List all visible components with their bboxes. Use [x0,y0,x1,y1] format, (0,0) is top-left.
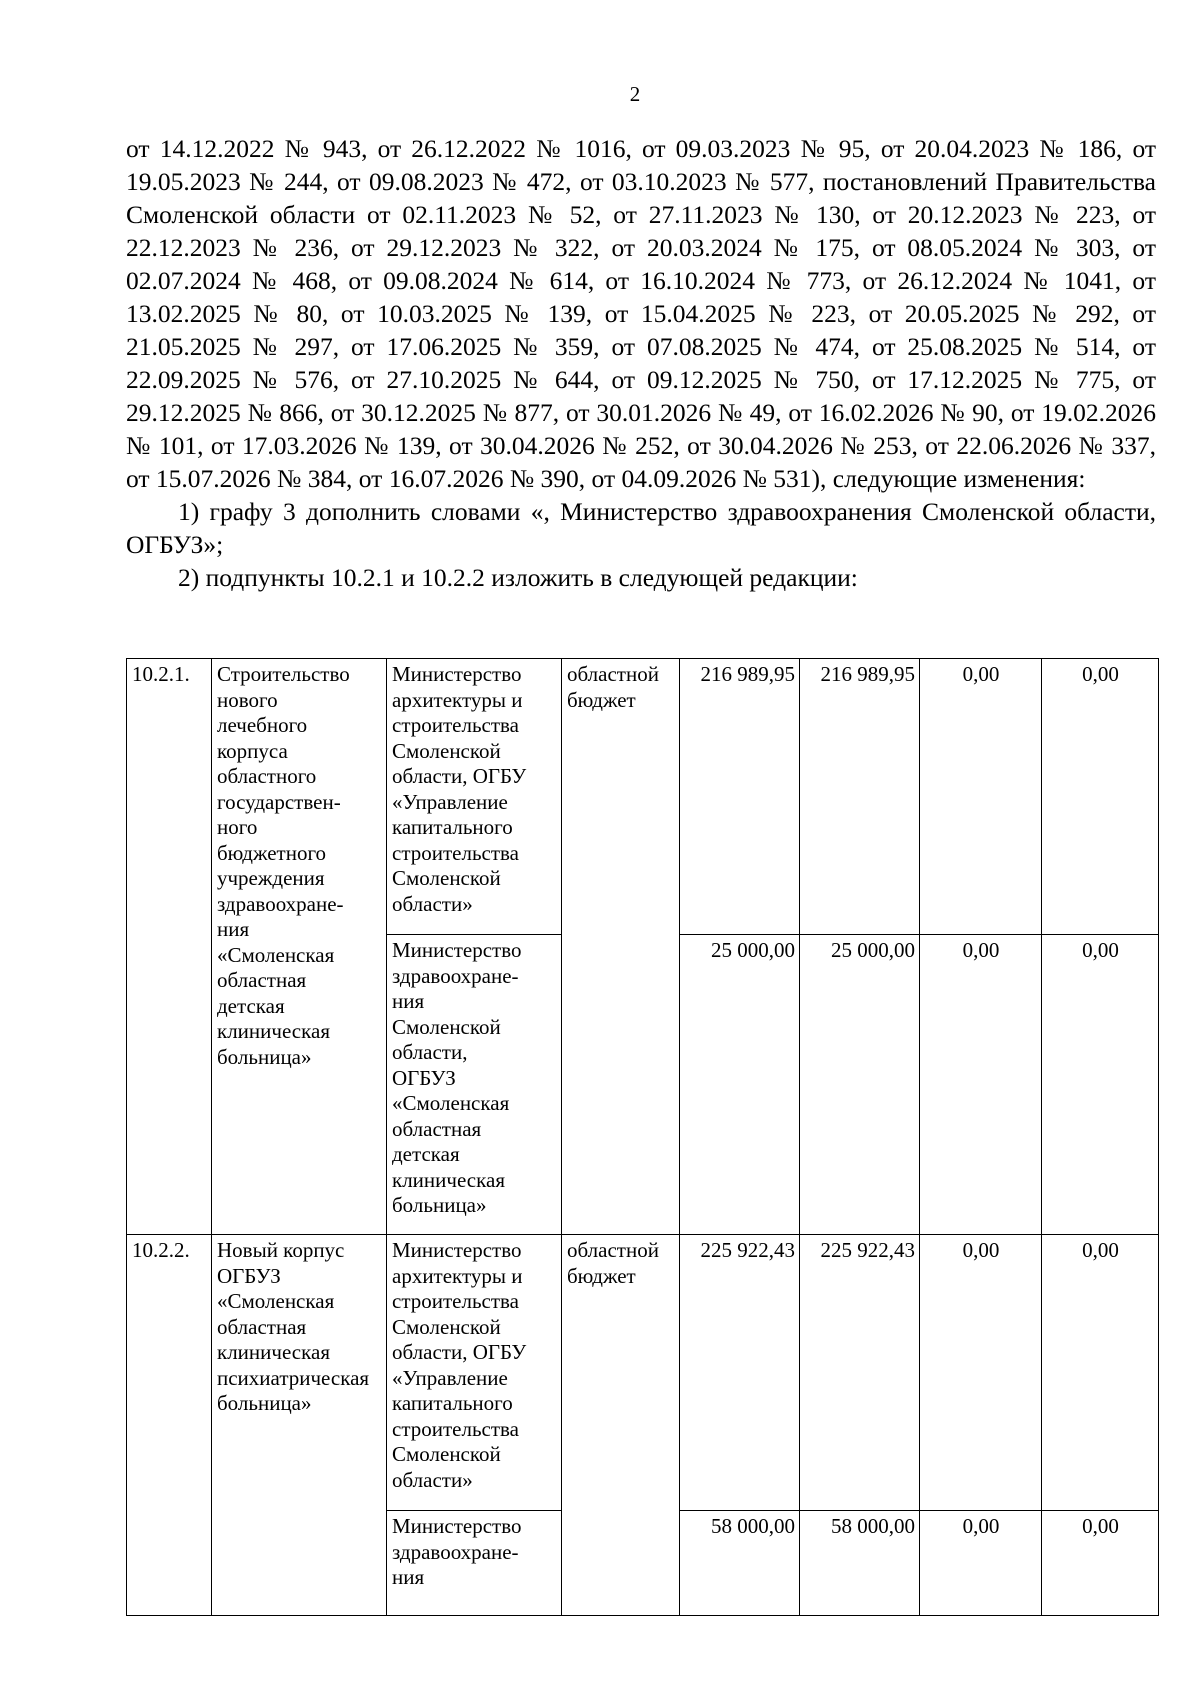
amendment-item-2: 2) подпункты 10.2.1 и 10.2.2 изложить в следующей редакции: [178,563,858,592]
item-name-cell [212,659,387,1235]
item-number: 10.2.2. [132,1238,190,1262]
executor-text: Министерство здравоохране- ния Смоленской области, ОГБУЗ «Смоленская областная детская клиническая больница» [392,938,522,1217]
year-amount-cell [920,1235,1042,1511]
document-body [126,132,1156,594]
executor-cell [387,1235,562,1511]
year-amount: 0,00 [1082,662,1119,686]
year-amount: 0,00 [1082,1514,1119,1538]
item-number-cell [127,659,212,1235]
budget-source-cell [562,659,680,1235]
funding-table [126,658,1159,1616]
total-amount-cell [680,935,800,1235]
amendment-references-paragraph: от 14.12.2022 № 943, от 26.12.2022 № 1016, от 09.03.2023 № 95, от 20.04.2023 № 186, от 19.05.2023 № 244, от 09.08.2023 № 472, от 03.10.2023 № 577, постановлений Правительства Смоленской области от 02.11.2023 № 52, от 27.11.2023 № 130, от 20.12.2023 № 223, от 22.12.2023 № 236, от 29.12.2023 № 322, от 20.03.2024 № 175, от 08.05.2024 № 303, от 02.07.2024 № 468, от 09.08.2024 № 614, от 16.10.2024 № 773, от 26.12.2024 № 1041, от 13.02.2025 № 80, от 10.03.2025 № 139, от 15.04.2025 № 223, от 20.05.2025 № 292, от 21.05.2025 № 297, от 17.06.2025 № 359, от 07.08.2025 № 474, от 25.08.2025 № 514, от 22.09.2025 № 576, от 27.10.2025 № 644, от 09.12.2025 № 750, от 17.12.2025 № 775, от 29.12.2025 № 866, от 30.12.2025 № 877, от 30.01.2026 № 49, от 16.02.2026 № 90, от 19.02.2026 № 101, от 17.03.2026 № 139, от 30.04.2026 № 252, от 30.04.2026 № 253, от 22.06.2026 № 337, от 15.07.2026 № 384, от 16.07.2026 № 390, от 04.09.2026 № 531), следующие изменения: [126,134,1156,493]
year-amount-cell [800,659,920,935]
item-name: Новый корпус ОГБУЗ «Смоленская областная клиническая психиатрическая больница» [217,1238,370,1415]
year-amount: 25 000,00 [831,938,915,962]
year-amount: 0,00 [962,662,1000,686]
item-number-cell [127,1235,212,1616]
table-row [127,659,1159,935]
year-amount: 216 989,95 [820,662,915,686]
year-amount: 225 922,43 [820,1238,915,1262]
total-amount-cell [680,1511,800,1616]
budget-source-cell [562,1235,680,1616]
year-amount-cell [920,935,1042,1235]
year-amount: 0,00 [962,1514,1000,1538]
item-name-cell [212,1235,387,1616]
year-amount: 0,00 [962,938,1000,962]
total-amount-cell [680,659,800,935]
year-amount-cell [1042,659,1159,935]
year-amount-cell [800,1235,920,1511]
year-amount: 58 000,00 [831,1514,915,1538]
item-name: Строительство нового лечебного корпуса областного государствен- ного бюджетного учреждения здравоохране- ния «Смоленская областная детская клиническая больница» [217,662,350,1069]
executor-text: Министерство архитектуры и строительства Смоленской области, ОГБУ «Управление капитального строительства Смоленской области» [392,1238,527,1492]
year-amount-cell [920,1511,1042,1616]
executor-cell [387,935,562,1235]
item-number: 10.2.1. [132,662,190,686]
year-amount-cell [1042,935,1159,1235]
total-amount: 58 000,00 [711,1514,795,1538]
year-amount-cell [800,935,920,1235]
total-amount: 216 989,95 [700,662,795,686]
executor-text: Министерство здравоохране- ния [392,1514,522,1589]
year-amount: 0,00 [1082,1238,1119,1262]
executor-cell [387,1511,562,1616]
budget-source: областной бюджет [567,1238,659,1288]
budget-source: областной бюджет [567,662,659,712]
year-amount: 0,00 [962,1238,1000,1262]
amendment-item-1: 1) графу 3 дополнить словами «, Министерство здравоохранения Смоленской области, ОГБУЗ»; [126,497,1156,559]
year-amount: 0,00 [1082,938,1119,962]
total-amount-cell [680,1235,800,1511]
year-amount-cell [1042,1235,1159,1511]
year-amount-cell [800,1511,920,1616]
executor-cell [387,659,562,935]
table-row [127,1235,1159,1511]
page-number: 2 [629,82,641,106]
year-amount-cell [1042,1511,1159,1616]
total-amount: 25 000,00 [711,938,795,962]
year-amount-cell [920,659,1042,935]
total-amount: 225 922,43 [700,1238,795,1262]
executor-text: Министерство архитектуры и строительства Смоленской области, ОГБУ «Управление капитального строительства Смоленской области» [392,662,527,916]
